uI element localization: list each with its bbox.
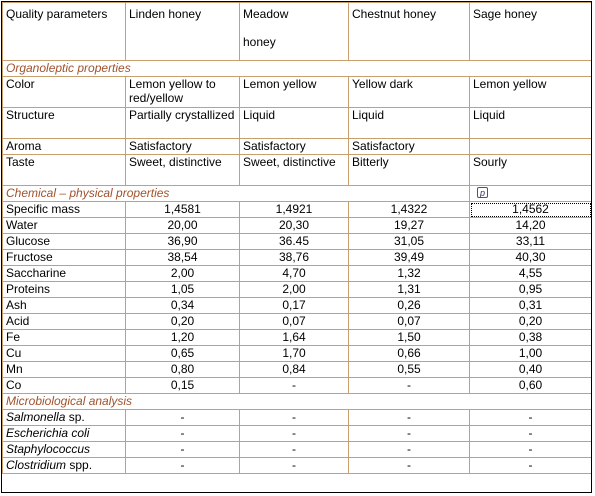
cell-param[interactable]: Glucose bbox=[3, 234, 126, 250]
cell-param[interactable]: Mn bbox=[3, 362, 126, 378]
cell-meadow[interactable]: 0,07 bbox=[240, 314, 349, 330]
cell-meadow[interactable]: Liquid bbox=[240, 108, 349, 139]
cell-param[interactable] bbox=[3, 426, 126, 442]
honey-quality-table bbox=[2, 2, 592, 474]
cell-param[interactable]: Proteins bbox=[3, 282, 126, 298]
cell-linden[interactable]: 0,65 bbox=[126, 346, 240, 362]
cell-meadow[interactable]: 0,17 bbox=[240, 298, 349, 314]
cell-sage[interactable]: 4,55 bbox=[470, 266, 592, 282]
cell-chestnut[interactable]: 0,07 bbox=[349, 314, 470, 330]
header-linden-honey[interactable]: Linden honey bbox=[126, 3, 240, 61]
cell-linden[interactable]: Lemon yellow to red/yellow bbox=[126, 77, 240, 108]
cell-sage[interactable]: 0,31 bbox=[470, 298, 592, 314]
cell-param[interactable]: Water bbox=[3, 218, 126, 234]
header-meadow-line1: Meadow bbox=[243, 7, 289, 21]
cell-chestnut[interactable]: - bbox=[349, 378, 470, 394]
cell-linden[interactable]: 0,20 bbox=[126, 314, 240, 330]
organism-name: Salmonella bbox=[6, 410, 66, 424]
cell-linden[interactable]: Sweet, distinctive bbox=[126, 155, 240, 186]
cell-chestnut[interactable]: - bbox=[349, 458, 470, 474]
cell-chestnut[interactable]: 1,4322 bbox=[349, 202, 470, 218]
organism-suffix: spp. bbox=[66, 458, 93, 472]
table-row bbox=[3, 442, 592, 458]
cell-sage[interactable]: 40,30 bbox=[470, 250, 592, 266]
table-row bbox=[3, 378, 592, 394]
cell-chestnut[interactable]: - bbox=[349, 442, 470, 458]
cell-param[interactable]: Taste bbox=[3, 155, 126, 186]
table-header-row bbox=[3, 3, 592, 61]
table-row bbox=[3, 410, 592, 426]
cell-param[interactable] bbox=[3, 410, 126, 426]
cell-meadow[interactable]: 20,30 bbox=[240, 218, 349, 234]
cell-linden[interactable]: - bbox=[126, 458, 240, 474]
cell-sage[interactable]: - bbox=[470, 410, 592, 426]
cell-linden[interactable]: Satisfactory bbox=[126, 139, 240, 155]
section-title-organoleptic[interactable]: Organoleptic properties bbox=[3, 61, 592, 77]
cell-sage[interactable]: 0,95 bbox=[470, 282, 592, 298]
cell-meadow[interactable]: - bbox=[240, 410, 349, 426]
cell-sage[interactable]: 0,20 bbox=[470, 314, 592, 330]
section-row-chemical bbox=[3, 186, 592, 202]
cell-meadow[interactable]: 2,00 bbox=[240, 282, 349, 298]
table-row bbox=[3, 202, 592, 218]
cell-param[interactable]: Acid bbox=[3, 314, 126, 330]
cell-sage[interactable]: - bbox=[470, 458, 592, 474]
table-row bbox=[3, 298, 592, 314]
cell-sage[interactable]: 0,38 bbox=[470, 330, 592, 346]
table-row bbox=[3, 282, 592, 298]
cell-sage[interactable] bbox=[470, 139, 592, 155]
document-frame bbox=[1, 1, 592, 493]
cell-meadow[interactable]: 38,76 bbox=[240, 250, 349, 266]
table-row bbox=[3, 362, 592, 378]
cell-param[interactable]: Co bbox=[3, 378, 126, 394]
cell-chestnut[interactable]: Yellow dark bbox=[349, 77, 470, 108]
cell-linden[interactable]: - bbox=[126, 410, 240, 426]
table-row bbox=[3, 330, 592, 346]
cell-param[interactable]: Structure bbox=[3, 108, 126, 139]
header-quality-parameters[interactable]: Quality parameters bbox=[3, 3, 126, 61]
cell-linden[interactable]: - bbox=[126, 426, 240, 442]
cell-linden[interactable]: 0,80 bbox=[126, 362, 240, 378]
section-chemical-sage-cell[interactable] bbox=[470, 186, 592, 202]
cell-meadow[interactable]: - bbox=[240, 378, 349, 394]
table-row bbox=[3, 218, 592, 234]
cell-meadow[interactable]: 1,70 bbox=[240, 346, 349, 362]
cell-linden[interactable]: Partially crystallized bbox=[126, 108, 240, 139]
cell-chestnut[interactable]: 0,26 bbox=[349, 298, 470, 314]
cell-meadow[interactable]: - bbox=[240, 442, 349, 458]
cell-chestnut[interactable]: 39,49 bbox=[349, 250, 470, 266]
cell-param[interactable]: Fe bbox=[3, 330, 126, 346]
cell-chestnut[interactable]: Satisfactory bbox=[349, 139, 470, 155]
cell-param[interactable]: Specific mass bbox=[3, 202, 126, 218]
table-row bbox=[3, 458, 592, 474]
cell-chestnut[interactable]: 1,50 bbox=[349, 330, 470, 346]
cell-chestnut[interactable]: 0,66 bbox=[349, 346, 470, 362]
cell-param[interactable]: Aroma bbox=[3, 139, 126, 155]
cell-chestnut[interactable]: 1,31 bbox=[349, 282, 470, 298]
cell-sage[interactable]: Lemon yellow bbox=[470, 77, 592, 108]
cell-linden[interactable]: 0,15 bbox=[126, 378, 240, 394]
cell-linden[interactable]: 36,90 bbox=[126, 234, 240, 250]
cell-sage[interactable]: 33,11 bbox=[470, 234, 592, 250]
table-row bbox=[3, 155, 592, 186]
cell-meadow[interactable]: - bbox=[240, 426, 349, 442]
table-row bbox=[3, 250, 592, 266]
cell-meadow[interactable]: 4,70 bbox=[240, 266, 349, 282]
table-row bbox=[3, 426, 592, 442]
cell-meadow[interactable]: 36.45 bbox=[240, 234, 349, 250]
cell-chestnut[interactable]: 0,55 bbox=[349, 362, 470, 378]
table-row bbox=[3, 314, 592, 330]
header-sage-honey[interactable]: Sage honey bbox=[470, 3, 592, 61]
table-row bbox=[3, 234, 592, 250]
cell-linden[interactable]: - bbox=[126, 442, 240, 458]
organism-name: Escherichia coli bbox=[6, 426, 90, 440]
cell-sage[interactable]: 0,60 bbox=[470, 378, 592, 394]
cell-chestnut[interactable]: Liquid bbox=[349, 108, 470, 139]
cell-linden[interactable]: 1,4581 bbox=[126, 202, 240, 218]
table-row bbox=[3, 139, 592, 155]
cell-sage-selected[interactable]: 1,4562 bbox=[470, 202, 592, 218]
cell-sage[interactable]: Sourly bbox=[470, 155, 592, 186]
cell-meadow[interactable]: Satisfactory bbox=[240, 139, 349, 155]
section-title-chemical[interactable]: Chemical – physical properties bbox=[3, 186, 470, 202]
table-row bbox=[3, 108, 592, 139]
table-row bbox=[3, 346, 592, 362]
table-row bbox=[3, 266, 592, 282]
cell-linden[interactable]: 1,20 bbox=[126, 330, 240, 346]
section-row-organoleptic bbox=[3, 61, 592, 77]
cell-chestnut[interactable]: 19,27 bbox=[349, 218, 470, 234]
cell-linden[interactable]: 20,00 bbox=[126, 218, 240, 234]
cell-meadow[interactable]: Lemon yellow bbox=[240, 77, 349, 108]
cell-param[interactable]: Color bbox=[3, 77, 126, 108]
header-meadow-line2: honey bbox=[243, 35, 276, 49]
section-title-micro[interactable]: Microbiological analysis bbox=[3, 394, 592, 410]
cell-linden[interactable]: 2,00 bbox=[126, 266, 240, 282]
cell-param[interactable]: Saccharine bbox=[3, 266, 126, 282]
cell-chestnut[interactable]: - bbox=[349, 426, 470, 442]
cell-chestnut[interactable]: - bbox=[349, 410, 470, 426]
cell-chestnut[interactable]: 31,05 bbox=[349, 234, 470, 250]
cell-linden[interactable]: 1,05 bbox=[126, 282, 240, 298]
cell-sage[interactable]: 1,00 bbox=[470, 346, 592, 362]
organism-name: Staphylococcus bbox=[6, 442, 91, 456]
table-row bbox=[3, 77, 592, 108]
cell-sage[interactable]: 14,20 bbox=[470, 218, 592, 234]
cell-sage[interactable]: - bbox=[470, 426, 592, 442]
cell-meadow[interactable]: 1,4921 bbox=[240, 202, 349, 218]
cell-param[interactable] bbox=[3, 458, 126, 474]
section-row-micro bbox=[3, 394, 592, 410]
organism-name: Clostridium bbox=[6, 458, 67, 472]
cell-linden[interactable]: 0,34 bbox=[126, 298, 240, 314]
cell-sage[interactable]: 0,40 bbox=[470, 362, 592, 378]
cell-meadow[interactable]: Sweet, distinctive bbox=[240, 155, 349, 186]
cell-sage[interactable]: - bbox=[470, 442, 592, 458]
paste-options-marker[interactable]: p bbox=[477, 187, 488, 198]
cell-linden[interactable]: 38,54 bbox=[126, 250, 240, 266]
cell-param[interactable]: Fructose bbox=[3, 250, 126, 266]
cell-param[interactable]: Cu bbox=[3, 346, 126, 362]
cell-chestnut[interactable]: 1,32 bbox=[349, 266, 470, 282]
cell-sage[interactable]: Liquid bbox=[470, 108, 592, 139]
cell-meadow[interactable]: - bbox=[240, 458, 349, 474]
cell-meadow[interactable]: 0,84 bbox=[240, 362, 349, 378]
cell-chestnut[interactable]: Bitterly bbox=[349, 155, 470, 186]
header-meadow-honey[interactable] bbox=[240, 3, 349, 61]
cell-param[interactable] bbox=[3, 442, 126, 458]
cell-param[interactable]: Ash bbox=[3, 298, 126, 314]
header-chestnut-honey[interactable]: Chestnut honey bbox=[349, 3, 470, 61]
organism-suffix: sp. bbox=[65, 410, 85, 424]
cell-meadow[interactable]: 1,64 bbox=[240, 330, 349, 346]
